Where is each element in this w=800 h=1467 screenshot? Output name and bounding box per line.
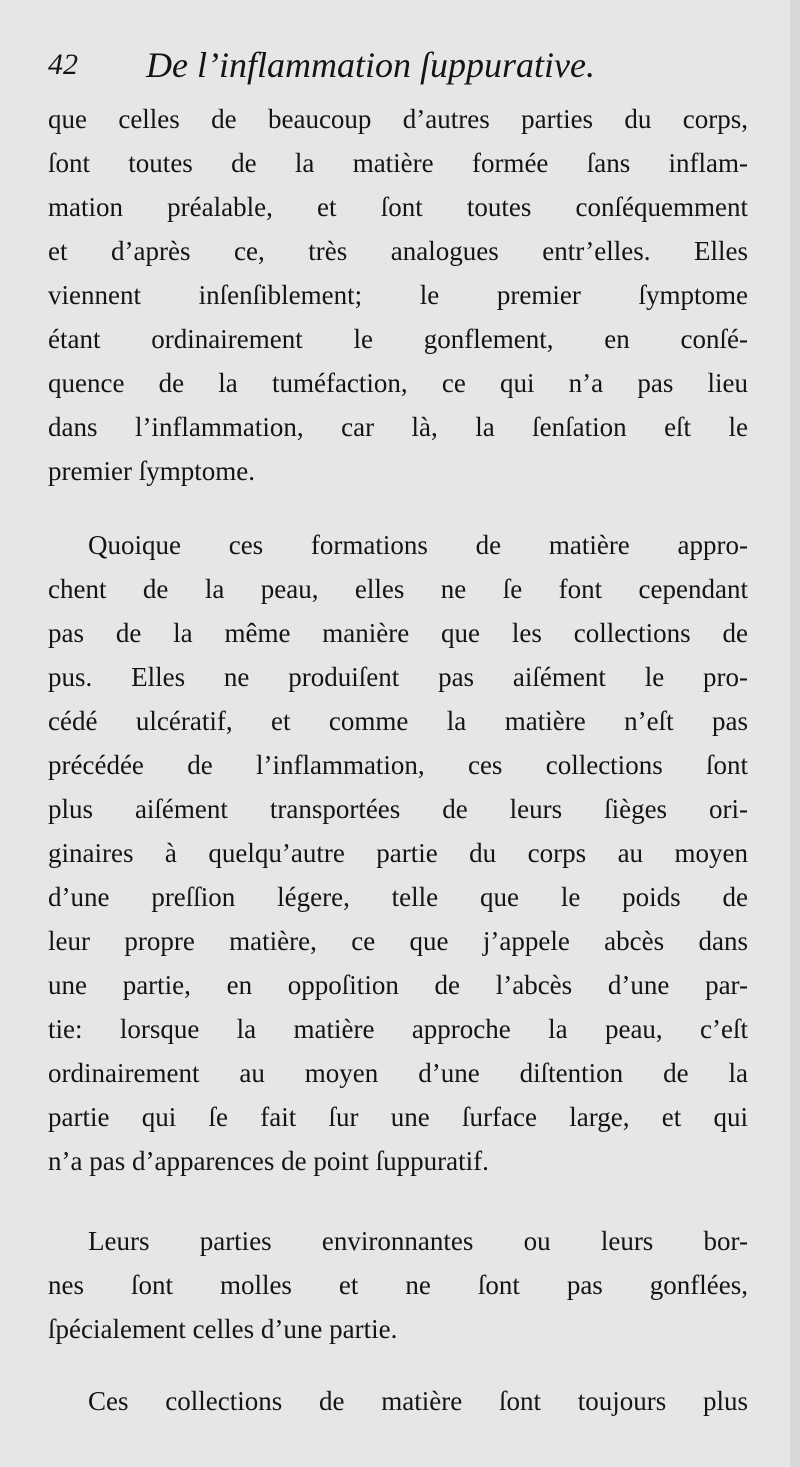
page-edge-shadow [790,0,800,1467]
text-line: ginaires à quelqu’autre partie du corps au moyen [48,838,748,868]
text-line: plus aiſément transportées de leurs ſièges ori- [48,794,748,824]
text-line: dans l’inflammation, car là, la ſenſation eſt le [48,412,748,442]
text-line: Leurs parties environnantes ou leurs bor- [88,1226,748,1256]
text-line: pas de la même manière que les collections de [48,618,748,648]
text-line: précédée de l’inflammation, ces collections ſont [48,750,748,780]
page-number: 42 [48,48,78,81]
text-line: ordinairement au moyen d’une diſtention de la [48,1058,748,1088]
text-line: ſpécialement celles d’une partie. [48,1314,398,1344]
text-line: mation préalable, et ſont toutes conſéquemment [48,192,748,222]
text-line: partie qui ſe fait ſur une ſurface large, et qui [48,1102,748,1132]
text-line: leur propre matière, ce que j’appele abcès dans [48,926,748,956]
text-line: premier ſymptome. [48,456,255,486]
text-line: nes ſont molles et ne ſont pas gonflées, [48,1270,748,1300]
text-line: Ces collections de matière ſont toujours plus [88,1386,748,1416]
text-line: Quoique ces formations de matière appro- [88,530,748,560]
text-line: quence de la tuméfaction, ce qui n’a pas lieu [48,368,748,398]
text-line: ſont toutes de la matière formée ſans inflam- [48,148,748,178]
text-line: que celles de beaucoup d’autres parties du corps, [48,104,748,134]
text-line: une partie, en oppoſition de l’abcès d’une par- [48,970,748,1000]
text-line: d’une preſſion légere, telle que le poids de [48,882,748,912]
text-line: cédé ulcératif, et comme la matière n’eſt pas [48,706,748,736]
text-line: tie: lorsque la matière approche la peau, c’eſt [48,1014,748,1044]
text-line: n’a pas d’apparences de point ſuppuratif. [48,1146,489,1176]
text-line: pus. Elles ne produiſent pas aiſément le pro- [48,662,748,692]
running-title: De l’inflammation ſuppurative. [146,45,595,85]
text-line: et d’après ce, très analogues entr’elles. Elles [48,236,748,266]
text-line: chent de la peau, elles ne ſe font cependant [48,574,748,604]
text-line: étant ordinairement le gonflement, en conſé- [48,324,748,354]
text-line: viennent inſenſiblement; le premier ſymptome [48,280,748,310]
page-header [48,44,668,94]
